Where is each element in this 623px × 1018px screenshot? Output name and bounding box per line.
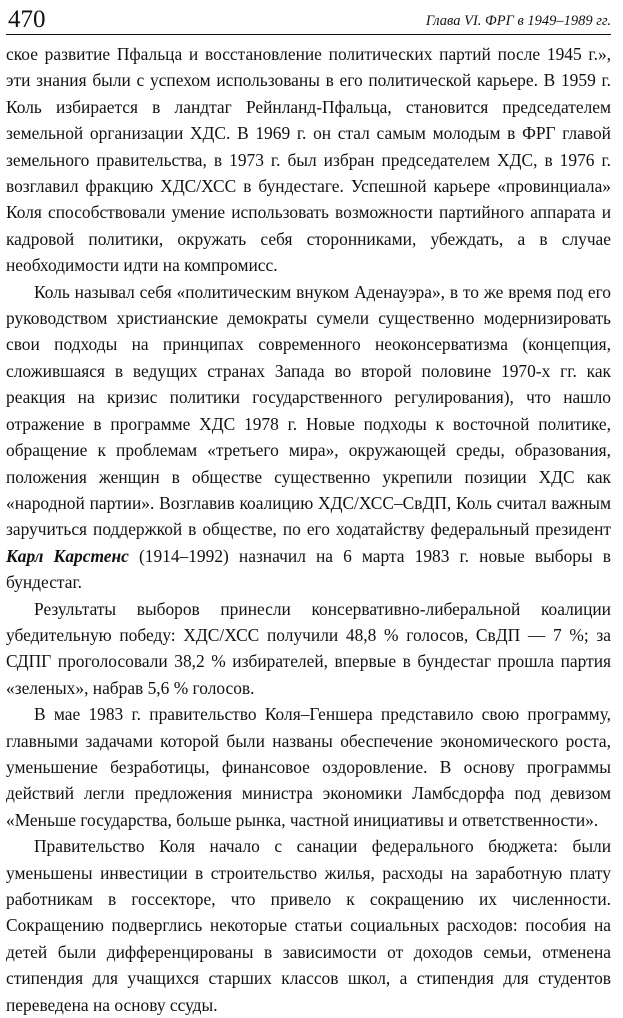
person-name: Карл Карстенс xyxy=(6,545,129,566)
body-text xyxy=(6,41,611,1018)
paragraph-text: Коль называл себя «политическим внуком Аденауэра», в то же время под его руководством христианские демократы сумели существенно модернизировать свои подходы на принципах современного неоконсерватизма (концепция, сложившаяся в ведущих странах Запада во второй половине 1970-х гг. как реакция на кризис политики государственного регулирования), что нашло отражение в программе ХДС 1978 г. Новые подходы к восточной политике, обращение к проблемам «третьего мира», окружающей среды, образования, положения женщин в обществе существенно укрепили позиции ХДС как «народной партии». Возглавив коалицию ХДС/ХСС–СвДП, Коль считал важным заручиться поддержкой в обществе, по его ходатайству федеральный президент xyxy=(6,281,611,540)
running-head: Глава VI. ФРГ в 1949–1989 гг. xyxy=(425,13,611,29)
page-number: 470 xyxy=(8,6,46,33)
page-header xyxy=(6,0,611,35)
paragraph: Результаты выборов принесли консервативно-либеральной коалиции убедительную победу: ХДС/ХСС получили 48,8 % голосов, СвДП — 7 %; за СДПГ проголосовали 38,2 % избирателей, впервые в бундестаг прошла партия «зеленых», набрав 5,6 % голосов. xyxy=(6,598,611,698)
paragraph-text: (1914–1992) назначил на 6 марта 1983 г. новые выборы в бундестаг. xyxy=(6,545,611,593)
paragraph: Правительство Коля начало с санации федерального бюджета: были уменьшены инвестиции в строительство жилья, расходы на заработную плату работникам в госсекторе, что привело к сокращению их численности. Сокращению подверглись некоторые статьи социальных расходов: пособия на детей были дифференцированы в зависимости от доходов семьи, отменена стипендия для учащихся старших классов школ, а стипендия для студентов переведена на основу ссуды. xyxy=(6,836,611,1015)
paragraph: ское развитие Пфальца и восстановление политических партий после 1945 г.», эти знания были с успехом использованы в его политической карьере. В 1959 г. Коль избирается в ландтаг Рейнланд-Пфальца, становится председателем земельной организации ХДС. В 1969 г. он стал самым молодым в ФРГ главой земельного правительства, в 1973 г. был избран председателем ХДС, в 1976 г. возглавил фракцию ХДС/ХСС в бундестаге. Успешной карьере «провинциала» Коля способствовали умение использовать возможности партийного аппарата и кадровой политики, окружать себя сторонниками, убеждать, а в случае необходимости идти на компромисс. xyxy=(6,44,611,276)
paragraph: В мае 1983 г. правительство Коля–Геншера представило свою программу, главными задачами которой были названы обеспечение экономического роста, уменьшение безработицы, финансовое оздоровление. В основу программы действий легли предложения министра экономики Ламбсдорфа под девизом «Меньше государства, больше рынка, частной инициативы и ответственности». xyxy=(6,704,611,830)
paragraph xyxy=(6,279,611,596)
